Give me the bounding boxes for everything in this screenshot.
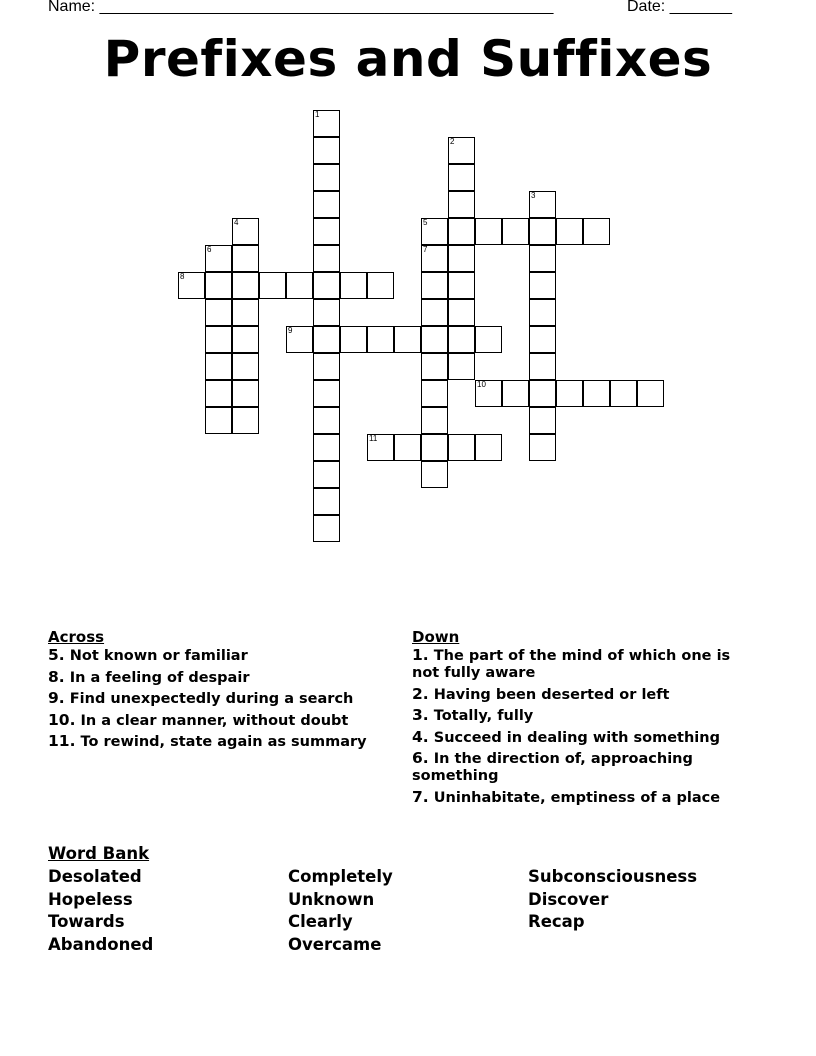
crossword-cell[interactable] [421, 245, 448, 272]
word-bank-word: Overcame [288, 934, 382, 954]
crossword-cell[interactable] [421, 407, 448, 434]
word-bank-word: Recap [528, 912, 585, 932]
word-bank-word: Clearly [288, 912, 353, 932]
crossword-cell[interactable] [367, 272, 394, 299]
clue-down-3 [412, 707, 762, 725]
crossword-cell[interactable] [313, 164, 340, 191]
clue-down-1 [412, 647, 762, 682]
crossword-cell[interactable] [394, 326, 421, 353]
crossword-cell[interactable] [475, 380, 502, 407]
crossword-cell[interactable] [475, 218, 502, 245]
clue-number: 9. [48, 689, 65, 707]
crossword-cell[interactable] [313, 515, 340, 542]
crossword-cell[interactable] [556, 218, 583, 245]
crossword-cell[interactable] [313, 326, 340, 353]
clue-number: 6. [412, 749, 429, 767]
clue-down-7 [412, 789, 762, 807]
clue-text: Totally, fully [433, 708, 534, 724]
crossword-cell[interactable] [205, 272, 232, 299]
crossword-cell[interactable] [205, 299, 232, 326]
down-heading: Down [412, 628, 460, 646]
crossword-cell[interactable] [313, 353, 340, 380]
clue-text: Find unexpectedly during a search [69, 691, 354, 707]
crossword-cell[interactable] [529, 299, 556, 326]
word-bank-word: Completely [288, 867, 393, 886]
crossword-cell[interactable] [421, 461, 448, 488]
clue-number: 1. [412, 646, 429, 664]
crossword-cell[interactable] [529, 380, 556, 407]
crossword-cell[interactable] [313, 461, 340, 488]
crossword-cell[interactable] [340, 272, 367, 299]
clue-across-8 [48, 669, 403, 687]
crossword-cell[interactable] [232, 299, 259, 326]
clue-text: To rewind, state again as summary [80, 734, 367, 750]
cell-number: 4 [234, 218, 239, 227]
date-field[interactable]: Date: _______ [627, 0, 732, 15]
word-bank-word: Abandoned [48, 934, 154, 954]
crossword-cell[interactable] [205, 407, 232, 434]
clue-number: 11. [48, 732, 76, 750]
clue-down-6 [412, 750, 762, 785]
crossword-cell[interactable] [313, 434, 340, 461]
crossword-cell[interactable] [448, 272, 475, 299]
crossword-cell[interactable] [502, 218, 529, 245]
cell-number: 9 [288, 326, 293, 335]
clue-text: In the direction of, approaching something [412, 751, 693, 784]
clue-text: In a feeling of despair [69, 669, 250, 686]
crossword-cell[interactable] [232, 245, 259, 272]
word-bank-word: Desolated [48, 867, 142, 886]
crossword-cell[interactable] [448, 353, 475, 380]
clue-number: 2. [412, 684, 429, 703]
crossword-cell[interactable] [205, 245, 232, 272]
crossword-cell[interactable] [421, 434, 448, 461]
clue-number: 5. [48, 646, 65, 664]
crossword-cell[interactable] [367, 434, 394, 461]
page-title: Prefixes and Suffixes [103, 30, 713, 88]
crossword-cell[interactable] [637, 380, 664, 407]
crossword-cell[interactable] [448, 434, 475, 461]
clue-text: The part of the mind of which one is not fully aware [412, 648, 731, 681]
crossword-cell[interactable] [178, 272, 205, 299]
crossword-cell[interactable] [421, 218, 448, 245]
cell-number: 10 [477, 380, 486, 389]
crossword-cell[interactable] [448, 218, 475, 245]
crossword-cell[interactable] [421, 326, 448, 353]
crossword-cell[interactable] [448, 245, 475, 272]
crossword-cell[interactable] [529, 245, 556, 272]
crossword-cell[interactable] [529, 434, 556, 461]
crossword-cell[interactable] [232, 353, 259, 380]
crossword-cell[interactable] [529, 218, 556, 245]
cell-number: 3 [531, 191, 536, 200]
crossword-cell[interactable] [313, 299, 340, 326]
crossword-cell[interactable] [232, 380, 259, 407]
crossword-cell[interactable] [610, 380, 637, 407]
clue-text: In a clear manner, without doubt [80, 712, 349, 729]
name-field[interactable]: Name: ___________________________________________________ [48, 0, 554, 15]
crossword-cell[interactable] [529, 407, 556, 434]
word-bank [48, 844, 768, 956]
crossword-cell[interactable] [205, 353, 232, 380]
crossword-cell[interactable] [421, 380, 448, 407]
crossword-cell[interactable] [259, 272, 286, 299]
clue-text: Succeed in dealing with something [433, 729, 720, 746]
crossword-cell[interactable] [394, 434, 421, 461]
crossword-cell[interactable] [313, 191, 340, 218]
crossword-cell[interactable] [529, 353, 556, 380]
word-bank-column [528, 866, 768, 956]
clue-number: 8. [48, 667, 65, 686]
clue-down-4 [412, 729, 762, 747]
crossword-cell[interactable] [286, 326, 313, 353]
crossword-cell[interactable] [205, 326, 232, 353]
crossword-cell[interactable] [367, 326, 394, 353]
clue-across-5 [48, 647, 403, 665]
clue-across-10 [48, 712, 403, 730]
clue-text: Not known or familiar [69, 648, 248, 664]
crossword-cell[interactable] [340, 326, 367, 353]
word-bank-column [288, 866, 528, 956]
crossword-cell[interactable] [205, 380, 232, 407]
clue-number: 7. [412, 787, 429, 806]
clue-number: 10. [48, 710, 76, 729]
crossword-cell[interactable] [286, 272, 313, 299]
cell-number: 1 [315, 110, 320, 119]
crossword-cell[interactable] [313, 110, 340, 137]
clue-number: 4. [412, 727, 429, 746]
word-bank-heading: Word Bank [48, 844, 150, 863]
clue-number: 3. [412, 706, 429, 724]
crossword-cell[interactable] [583, 380, 610, 407]
crossword-cell[interactable] [529, 191, 556, 218]
crossword-cell[interactable] [421, 272, 448, 299]
crossword-cell[interactable] [583, 218, 610, 245]
crossword-cell[interactable] [475, 326, 502, 353]
crossword-cell[interactable] [313, 488, 340, 515]
crossword-cell[interactable] [313, 218, 340, 245]
cell-number: 2 [450, 137, 455, 146]
crossword-cell[interactable] [448, 137, 475, 164]
cell-number: 8 [180, 272, 185, 281]
word-bank-word: Hopeless [48, 889, 133, 909]
clue-across-9 [48, 690, 403, 708]
crossword-cell[interactable] [313, 137, 340, 164]
crossword-cell[interactable] [313, 380, 340, 407]
clue-across-11 [48, 733, 403, 751]
crossword-cell[interactable] [232, 326, 259, 353]
crossword-cell[interactable] [421, 353, 448, 380]
crossword-cell[interactable] [448, 191, 475, 218]
cell-number: 5 [423, 218, 428, 227]
crossword-cell[interactable] [232, 218, 259, 245]
clue-down-2 [412, 686, 762, 704]
across-heading: Across [48, 628, 105, 646]
crossword-cell[interactable] [232, 272, 259, 299]
crossword-cell[interactable] [448, 299, 475, 326]
crossword-cell[interactable] [421, 299, 448, 326]
crossword-cell[interactable] [313, 245, 340, 272]
crossword-cell[interactable] [475, 434, 502, 461]
word-bank-word: Towards [48, 912, 125, 932]
crossword-cell[interactable] [556, 380, 583, 407]
crossword-cell[interactable] [448, 326, 475, 353]
crossword-cell[interactable] [502, 380, 529, 407]
cell-number: 11 [369, 434, 378, 443]
crossword-cell[interactable] [448, 164, 475, 191]
cell-number: 7 [423, 245, 428, 254]
word-bank-word: Unknown [288, 889, 375, 909]
word-bank-column [48, 866, 288, 956]
crossword-cell[interactable] [313, 407, 340, 434]
clue-text: Having been deserted or left [433, 686, 670, 703]
word-bank-word: Discover [528, 889, 609, 909]
clue-text: Uninhabitate, emptiness of a place [433, 789, 721, 806]
across-clues [48, 628, 403, 755]
crossword-cell[interactable] [529, 326, 556, 353]
crossword-cell[interactable] [232, 407, 259, 434]
crossword-cell[interactable] [529, 272, 556, 299]
word-bank-word: Subconsciousness [528, 867, 698, 886]
down-clues [412, 628, 762, 810]
cell-number: 6 [207, 245, 212, 254]
crossword-cell[interactable] [313, 272, 340, 299]
